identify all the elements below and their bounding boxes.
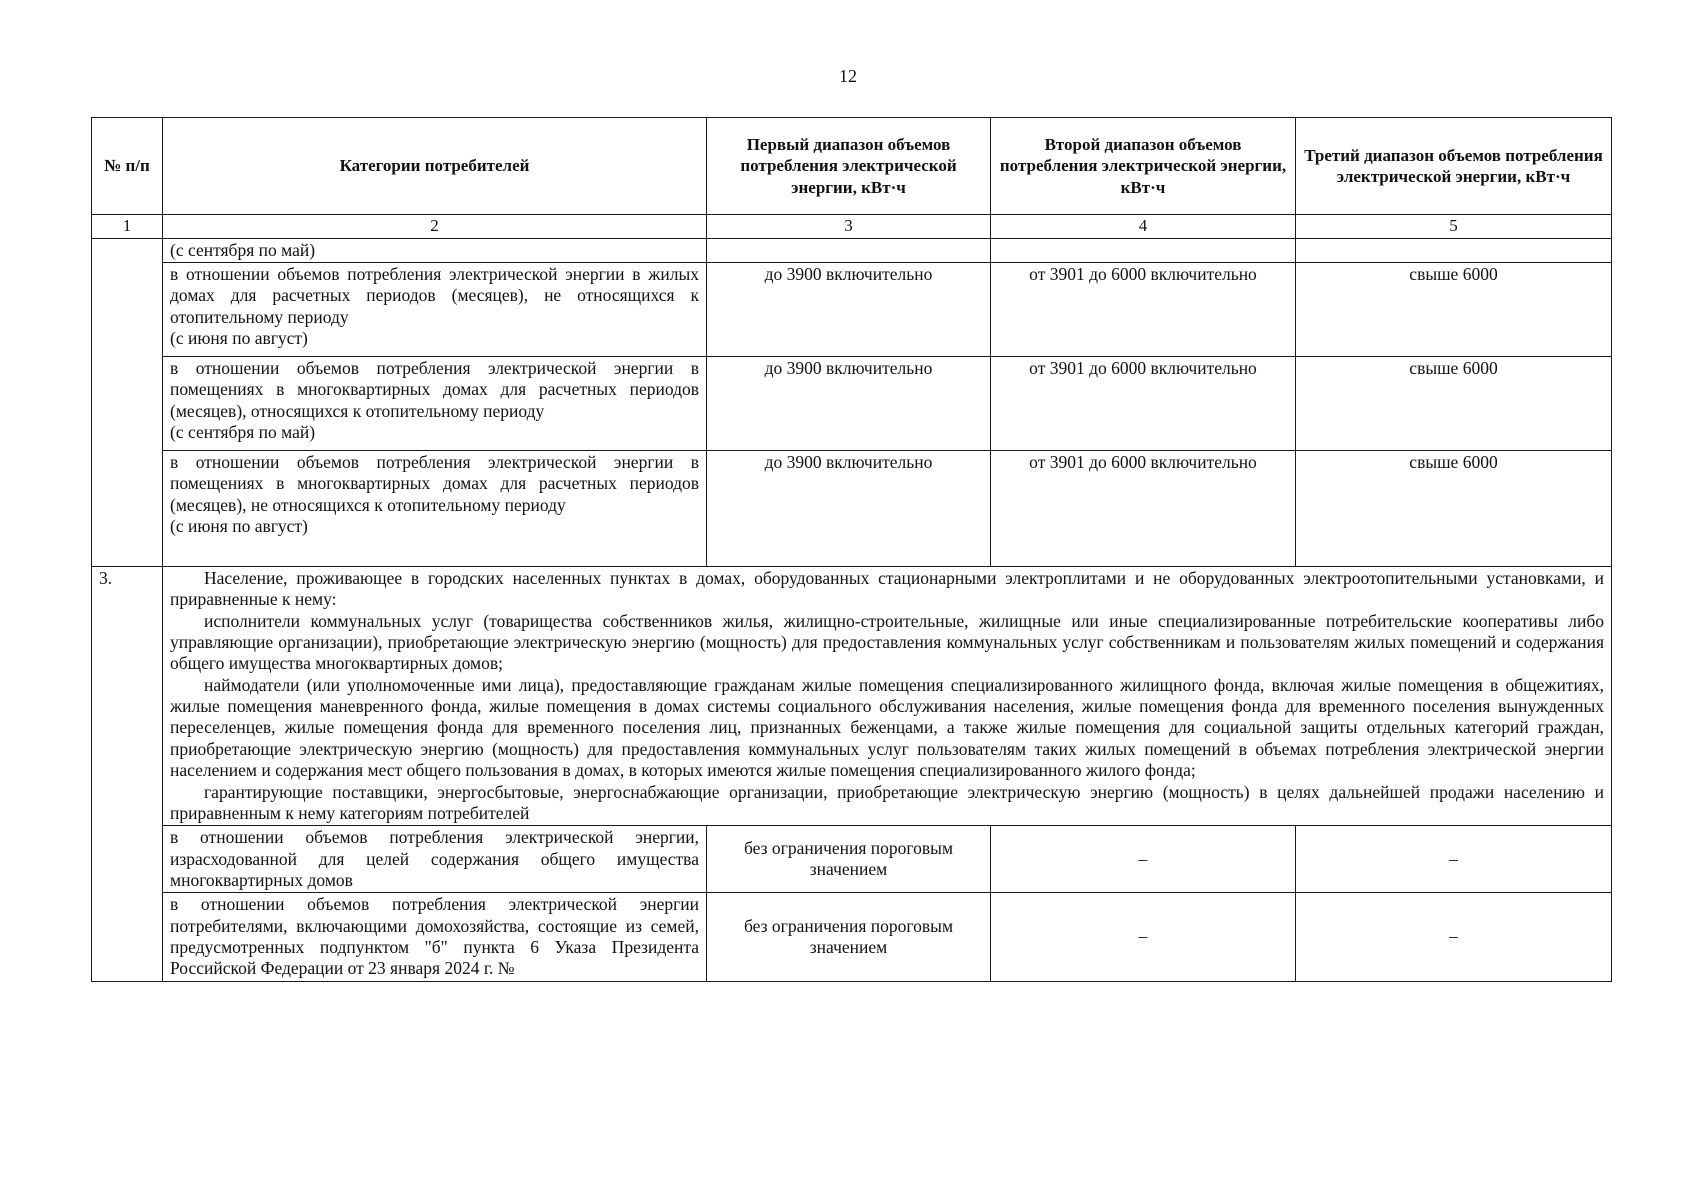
- col-index-2: 2: [163, 215, 707, 239]
- tariff-table: [91, 117, 1612, 982]
- continued-period: (с сентября по май): [163, 238, 707, 262]
- header-num: № п/п: [92, 118, 163, 215]
- category-cell: [163, 263, 707, 357]
- range1-value: до 3900 включительно: [707, 451, 991, 567]
- range1-value: без ограничения пороговым значением: [707, 893, 991, 981]
- col-index-5: 5: [1296, 215, 1612, 239]
- section-3-paragraph: гарантирующие поставщики, энергосбытовые, энергоснабжающие организации, приобретающие электрическую энергию (мощность) в целях дальнейшей продажи населению и приравненным к нему категориям потребителей: [170, 781, 1604, 823]
- range2-value: –: [991, 893, 1296, 981]
- col-index-4: 4: [991, 215, 1296, 239]
- category-cell: [163, 451, 707, 567]
- r3-cell: [1296, 238, 1612, 262]
- range1-value: до 3900 включительно: [707, 357, 991, 451]
- table-row: [92, 451, 1612, 567]
- category-period: (с июня по август): [170, 516, 308, 537]
- num-cell-continued: [92, 238, 163, 566]
- section-3-paragraph: исполнители коммунальных услуг (товарищества собственников жилья, жилищно-строительные, жилищные или иные специализированные потребительские кооперативы либо управляющие организации), приобретающие электрическую энергию (мощность) для предоставления коммунальных услуг собственникам и пользователям жилых помещений и содержания общего имущества многоквартирных домов;: [170, 610, 1604, 674]
- section-3-header-row: [92, 567, 1612, 826]
- header-range1: Первый диапазон объемов потребления электрической энергии, кВт·ч: [707, 118, 991, 215]
- r2-cell: [991, 238, 1296, 262]
- section-3-paragraph: Население, проживающее в городских населенных пунктах в домах, оборудованных стационарными электроплитами и не оборудованных электроотопительными установками, и приравненные к нему:: [170, 568, 1604, 610]
- header-range2: Второй диапазон объемов потребления электрической энергии, кВт·ч: [991, 118, 1296, 215]
- range1-value: без ограничения пороговым значением: [707, 826, 991, 893]
- category-cell: в отношении объемов потребления электрической энергии потребителями, включающими домохозяйства, состоящие из семей, предусмотренных подпунктом "б" пункта 6 Указа Президента Российской Федерации от 23 января 2024 г. №: [163, 893, 707, 981]
- range3-value: свыше 6000: [1296, 263, 1612, 357]
- table-row: [92, 893, 1612, 981]
- range2-value: от 3901 до 6000 включительно: [991, 451, 1296, 567]
- table-row: [92, 238, 1612, 262]
- range3-value: –: [1296, 826, 1612, 893]
- range3-value: –: [1296, 893, 1612, 981]
- range3-value: свыше 6000: [1296, 357, 1612, 451]
- category-cell: [163, 357, 707, 451]
- category-text: в отношении объемов потребления электрической энергии в помещениях в многоквартирных домах для расчетных периодов (месяцев), не относящихся к отопительному периоду: [170, 452, 699, 515]
- category-period: (с сентября по май): [170, 422, 316, 443]
- range3-value: свыше 6000: [1296, 451, 1612, 567]
- section-3-num: 3.: [92, 567, 163, 982]
- table-row: [92, 357, 1612, 451]
- category-cell: в отношении объемов потребления электрической энергии, израсходованной для целей содержания общего имущества многоквартирных домов: [163, 826, 707, 893]
- range2-value: –: [991, 826, 1296, 893]
- section-3-description: [163, 567, 1612, 826]
- category-text: в отношении объемов потребления электрической энергии в жилых домах для расчетных периодов (месяцев), не относящихся к отопительному периоду: [170, 264, 699, 327]
- table-row: [92, 826, 1612, 893]
- category-period: (с июня по август): [170, 328, 308, 349]
- col-index-1: 1: [92, 215, 163, 239]
- table-row: [92, 263, 1612, 357]
- range2-value: от 3901 до 6000 включительно: [991, 263, 1296, 357]
- range1-value: до 3900 включительно: [707, 263, 991, 357]
- section-3-paragraph: наймодатели (или уполномоченные ими лица), предоставляющие гражданам жилые помещения специализированного жилищного фонда, включая жилые помещения в общежитиях, жилые помещения маневренного фонда, жилые помещения в домах системы социального обслуживания населения, жилые помещения фонда для временного поселения вынужденных переселенцев, жилые помещения фонда для временного поселения лиц, признанных беженцами, а также жилые помещения для социальной защиты отдельных категорий граждан, приобретающие электрическую энергию (мощность) для предоставления коммунальных услуг пользователям таких жилых помещений в объемах потребления электрической энергии населением и содержания мест общего пользования в домах, в которых имеются жилые помещения специализированного жилого фонда;: [170, 674, 1604, 781]
- header-range3: Третий диапазон объемов потребления электрической энергии, кВт·ч: [1296, 118, 1612, 215]
- column-index-row: [92, 215, 1612, 239]
- col-index-3: 3: [707, 215, 991, 239]
- range2-value: от 3901 до 6000 включительно: [991, 357, 1296, 451]
- r1-cell: [707, 238, 991, 262]
- header-category: Категории потребителей: [163, 118, 707, 215]
- category-text: в отношении объемов потребления электрической энергии в помещениях в многоквартирных домах для расчетных периодов (месяцев), относящихся к отопительному периоду: [170, 358, 699, 421]
- header-row: [92, 118, 1612, 215]
- page-number: 12: [839, 66, 857, 86]
